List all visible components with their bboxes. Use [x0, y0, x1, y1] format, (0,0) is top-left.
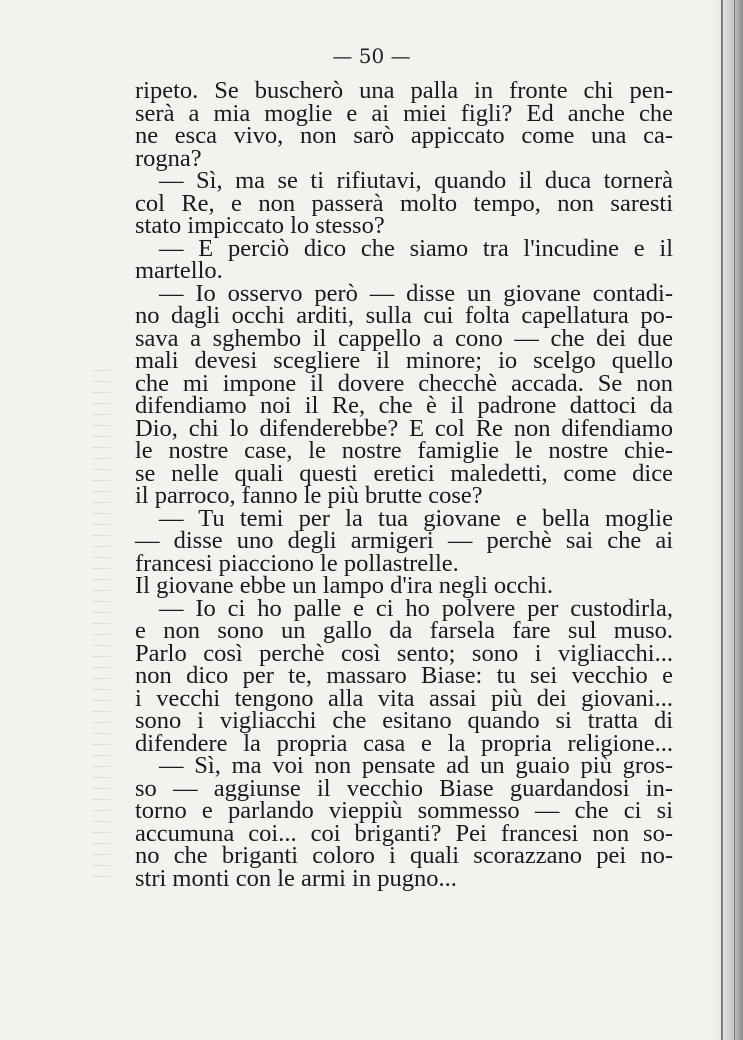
text-line: Il giovane ebbe un lampo d'ira negli occhi. [135, 572, 554, 599]
text-line: mali devesi scegliere il minore; io scelgo quello [135, 347, 673, 374]
text-line: — Io osservo però — disse un giovane contadi- [159, 279, 673, 307]
text-line: sono i vigliacchi che esitano quando si tratta di [135, 707, 673, 734]
text-line: — disse uno degli armigeri — perchè sai che ai [135, 527, 673, 554]
text-line: le nostre case, le nostre famiglie le nostre chie- [135, 437, 673, 464]
text-line: ripeto. Se buscherò una palla in fronte chi pen- [135, 77, 673, 104]
text-line: e non sono un gallo da farsela fare sul muso. [135, 617, 673, 644]
text-line: i vecchi tengono alla vita assai più dei giovani... [135, 684, 673, 712]
page-gutter-shadow [709, 0, 743, 1040]
text-line: so — aggiunse il vecchio Biase guardandosi in- [135, 774, 673, 802]
text-line: — Sì, ma voi non pensate ad un guaio più gros- [159, 752, 673, 779]
text-line: Dio, chi lo difenderebbe? E col Re non difendiamo [135, 414, 673, 442]
text-line: rogna? [135, 144, 202, 172]
page-number: — 50 — [332, 44, 411, 68]
text-line: stri monti con le armi in pugno... [135, 864, 457, 892]
text-line: martello. [135, 257, 223, 284]
text-line: difendiamo noi il Re, che è il padrone dattoci da [135, 392, 673, 419]
text-line: — Sì, ma se ti rifiutavi, quando il duca tornerà [159, 167, 673, 194]
text-line: — E perciò dico che siamo tra l'incudine e il [159, 234, 673, 262]
text-line: ne esca vivo, non sarò appiccato come una ca- [135, 122, 673, 149]
page-edge-line-outer [734, 0, 735, 1040]
text-line: — Io ci ho palle e ci ho polvere per custodirla, [159, 594, 673, 622]
margin-speckles [92, 360, 110, 880]
text-line: Parlo così perchè così sento; sono i vigliacchi... [135, 639, 673, 667]
text-line: non dico per te, massaro Biase: tu sei vecchio e [135, 662, 673, 689]
text-line: no dagli occhi arditi, sulla cui folta capellatura po- [135, 302, 673, 329]
text-line: sava a sghembo il cappello a cono — che dei due [135, 324, 673, 352]
page-edge-line [721, 0, 723, 1040]
text-line: francesi piacciono le pollastrelle. [135, 549, 459, 577]
text-line: — Tu temi per la tua giovane e bella moglie [159, 504, 673, 532]
text-line: no che briganti coloro i quali scorazzano pei no- [135, 842, 673, 869]
text-line: se nelle quali questi eretici maledetti, come dice [135, 459, 673, 487]
text-line: che mi impone il dovere checchè accada. Se non [135, 369, 673, 397]
text-line: accumuna coi... coi briganti? Pei francesi non so- [135, 819, 673, 847]
text-line: torno e parlando vieppiù sommesso — che ci si [135, 797, 673, 824]
text-line: serà a mia moglie e ai miei figli? Ed anche che [135, 99, 673, 127]
text-line: il parroco, fanno le più brutte cose? [135, 482, 483, 509]
body-text [135, 77, 673, 892]
text-line: difendere la propria casa e la propria religione... [135, 729, 673, 757]
text-line: stato impiccato lo stesso? [135, 212, 385, 239]
text-line: col Re, e non passerà molto tempo, non saresti [135, 189, 673, 217]
